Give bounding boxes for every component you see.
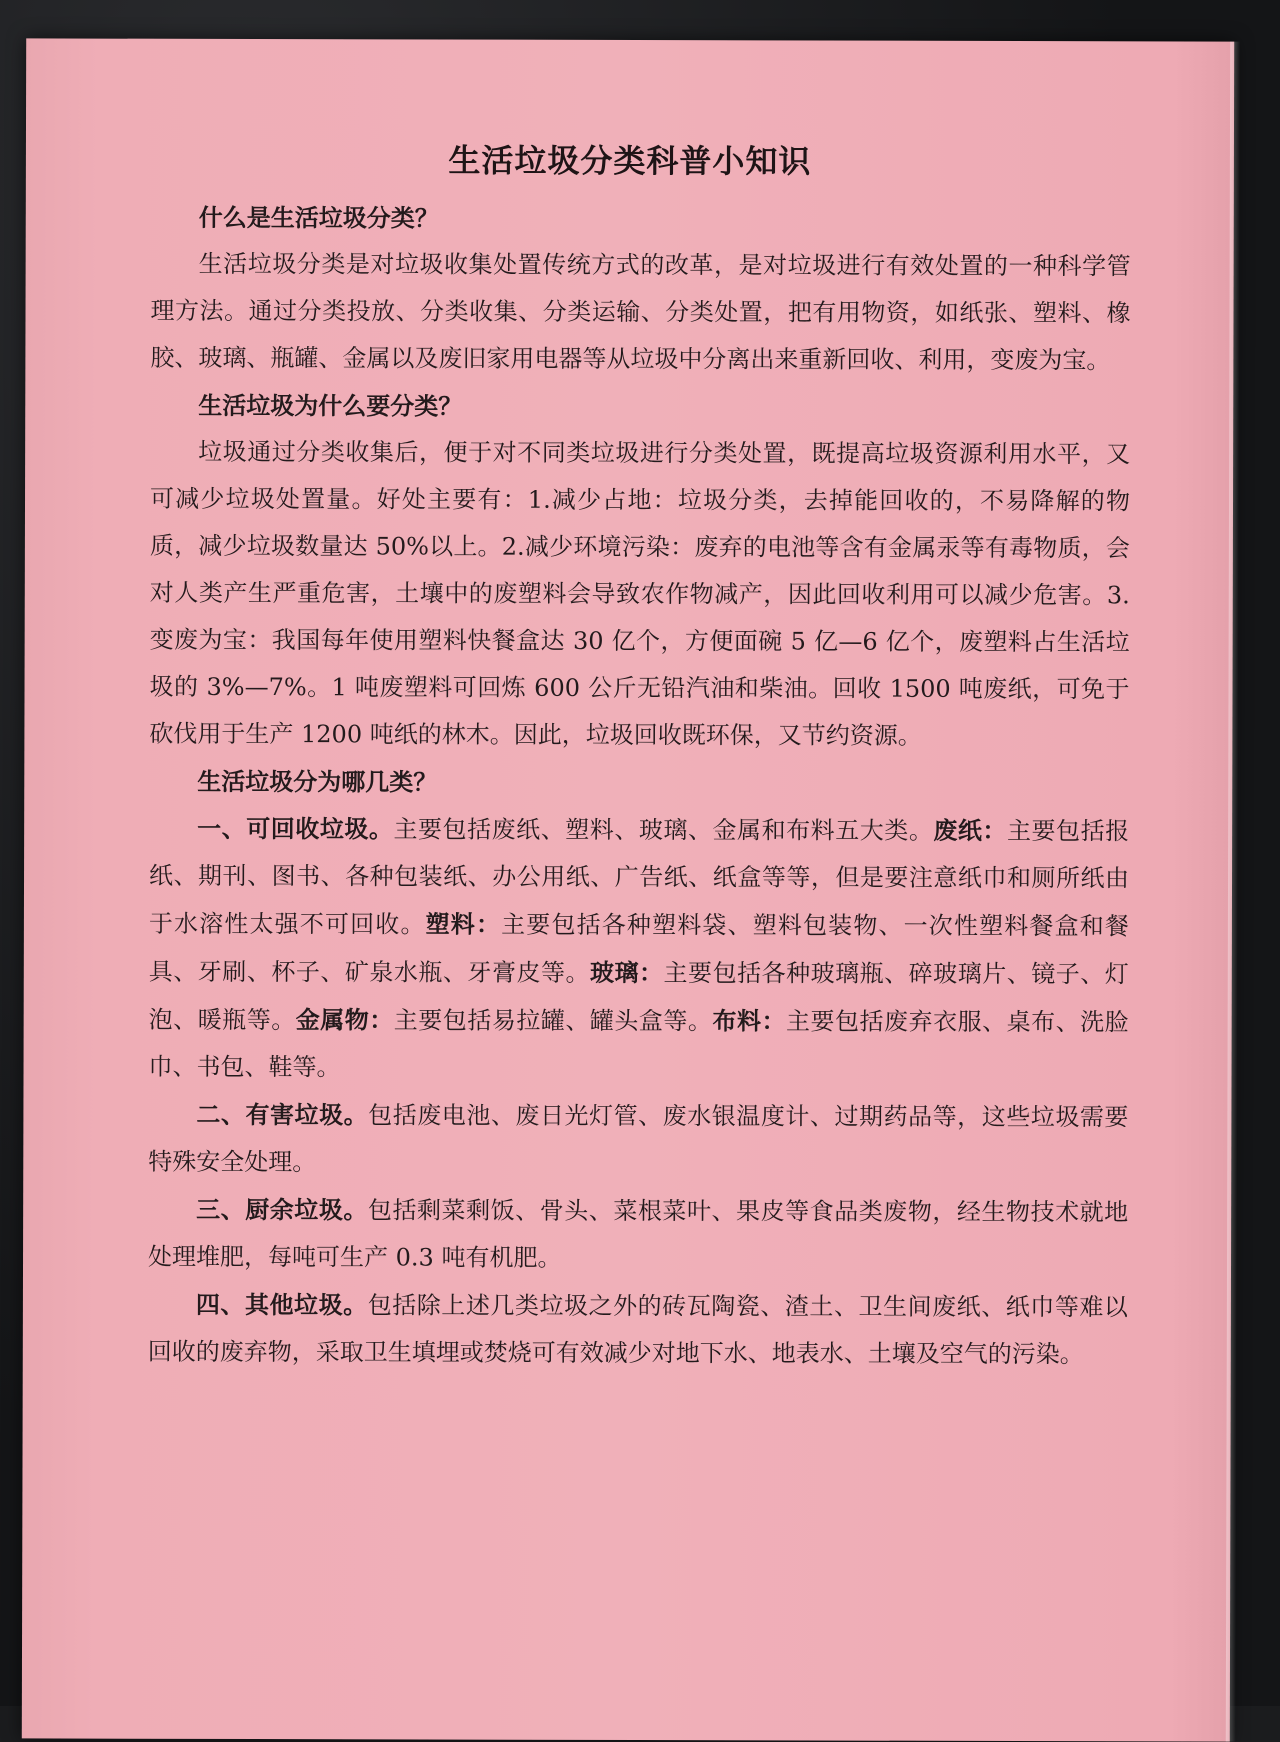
- category-other: [148, 1281, 1128, 1379]
- pink-paper-sheet: [22, 38, 1234, 1741]
- glass-text: 主要包括各种玻璃瓶、碎玻璃片、镜子、灯泡、暖瓶等。: [148, 959, 1129, 1035]
- category-kitchen-text: 包括剩菜剩饭、骨头、菜根菜叶、果皮等食品类废物，经生物技术就地处理堆肥，每吨可生产 0.3 吨有机肥。: [148, 1196, 1129, 1272]
- section-heading-why: 生活垃圾为什么要分类？: [198, 390, 463, 421]
- section-body-what: 生活垃圾分类是对垃圾收集处置传统方式的改革，是对垃圾进行有效处置的一种科学管理方法。通过分类投放、分类收集、分类运输、分类处置，把有用物资，如纸张、塑料、橡胶、玻璃、瓶罐、金属以及废旧家用电器等从垃圾中分离出来重新回收、利用，变废为宝。: [150, 249, 1131, 375]
- category-kitchen: [148, 1186, 1128, 1284]
- glass-label: 玻璃：: [589, 957, 664, 988]
- cloth-text: 主要包括废弃衣服、桌布、洗脸巾、书包、鞋等。: [148, 1007, 1129, 1082]
- category-recyclable-label: 一、可回收垃圾。: [197, 813, 394, 844]
- category-recyclable: [148, 805, 1129, 1094]
- section-body-why: 垃圾通过分类收集后，便于对不同类垃圾进行分类处置，既提高垃圾资源利用水平，又可减少垃圾处置量。好处主要有：1.减少占地：垃圾分类，去掉能回收的，不易降解的物质，减少垃圾数量达 50%以上。2.减少环境污染：废弃的电池等含有金属汞等有毒物质，会对人类产生严重危害，土壤中的废塑料会导致农作物减产，因此回收利用可以减少危害。3.变废为宝：我国每年使用塑料快餐盒达 30 亿个，方便面碗 5 亿—6 亿个，废塑料占生活垃圾的 3%—7%。1 吨废塑料可回炼 600 公斤无铅汽油和柴油。回收 1500 吨废纸，可免于砍伐用于生产 1200 吨纸的林木。因此，垃圾回收既环保，又节约资源。: [149, 437, 1131, 750]
- document-title: 生活垃圾分类科普小知识: [448, 141, 812, 181]
- document-body: [148, 194, 1131, 1379]
- section-heading-what: 什么是生活垃圾分类？: [198, 202, 439, 233]
- plastic-label: 塑料：: [425, 909, 502, 939]
- category-recyclable-intro: 主要包括废纸、塑料、玻璃、金属和布料五大类。: [393, 815, 934, 845]
- paper-label: 废纸：: [933, 815, 1008, 845]
- category-other-label: 四、其他垃圾。: [195, 1289, 368, 1320]
- category-hazardous-label: 二、有害垃圾。: [196, 1099, 369, 1130]
- category-other-text: 包括除上述几类垃圾之外的砖瓦陶瓷、渣土、卫生间废纸、纸巾等难以回收的废弃物，采取卫生填埋或焚烧可有效减少对地下水、地表水、土壤及空气的污染。: [147, 1291, 1128, 1369]
- category-hazardous: [148, 1091, 1128, 1189]
- cloth-label: 布料：: [712, 1006, 787, 1036]
- metal-text: 主要包括易拉罐、罐头盒等。: [393, 1006, 713, 1036]
- plastic-text: 主要包括各种塑料袋、塑料包装物、一次性塑料餐盒和餐具、牙刷、杯子、矿泉水瓶、牙膏皮等。: [148, 910, 1129, 987]
- category-hazardous-text: 包括废电池、废日光灯管、废水银温度计、过期药品等，这些垃圾需要特殊安全处理。: [148, 1101, 1129, 1177]
- metal-label: 金属物：: [295, 1005, 394, 1035]
- category-kitchen-label: 三、厨余垃圾。: [196, 1194, 368, 1225]
- paper-text: 主要包括报纸、期刊、图书、各种包装纸、办公用纸、广告纸、纸盒等等，但是要注意纸巾和厕所纸由于水溶性太强不可回收。: [148, 816, 1130, 939]
- section-heading-types: 生活垃圾分为哪几类？: [197, 766, 438, 797]
